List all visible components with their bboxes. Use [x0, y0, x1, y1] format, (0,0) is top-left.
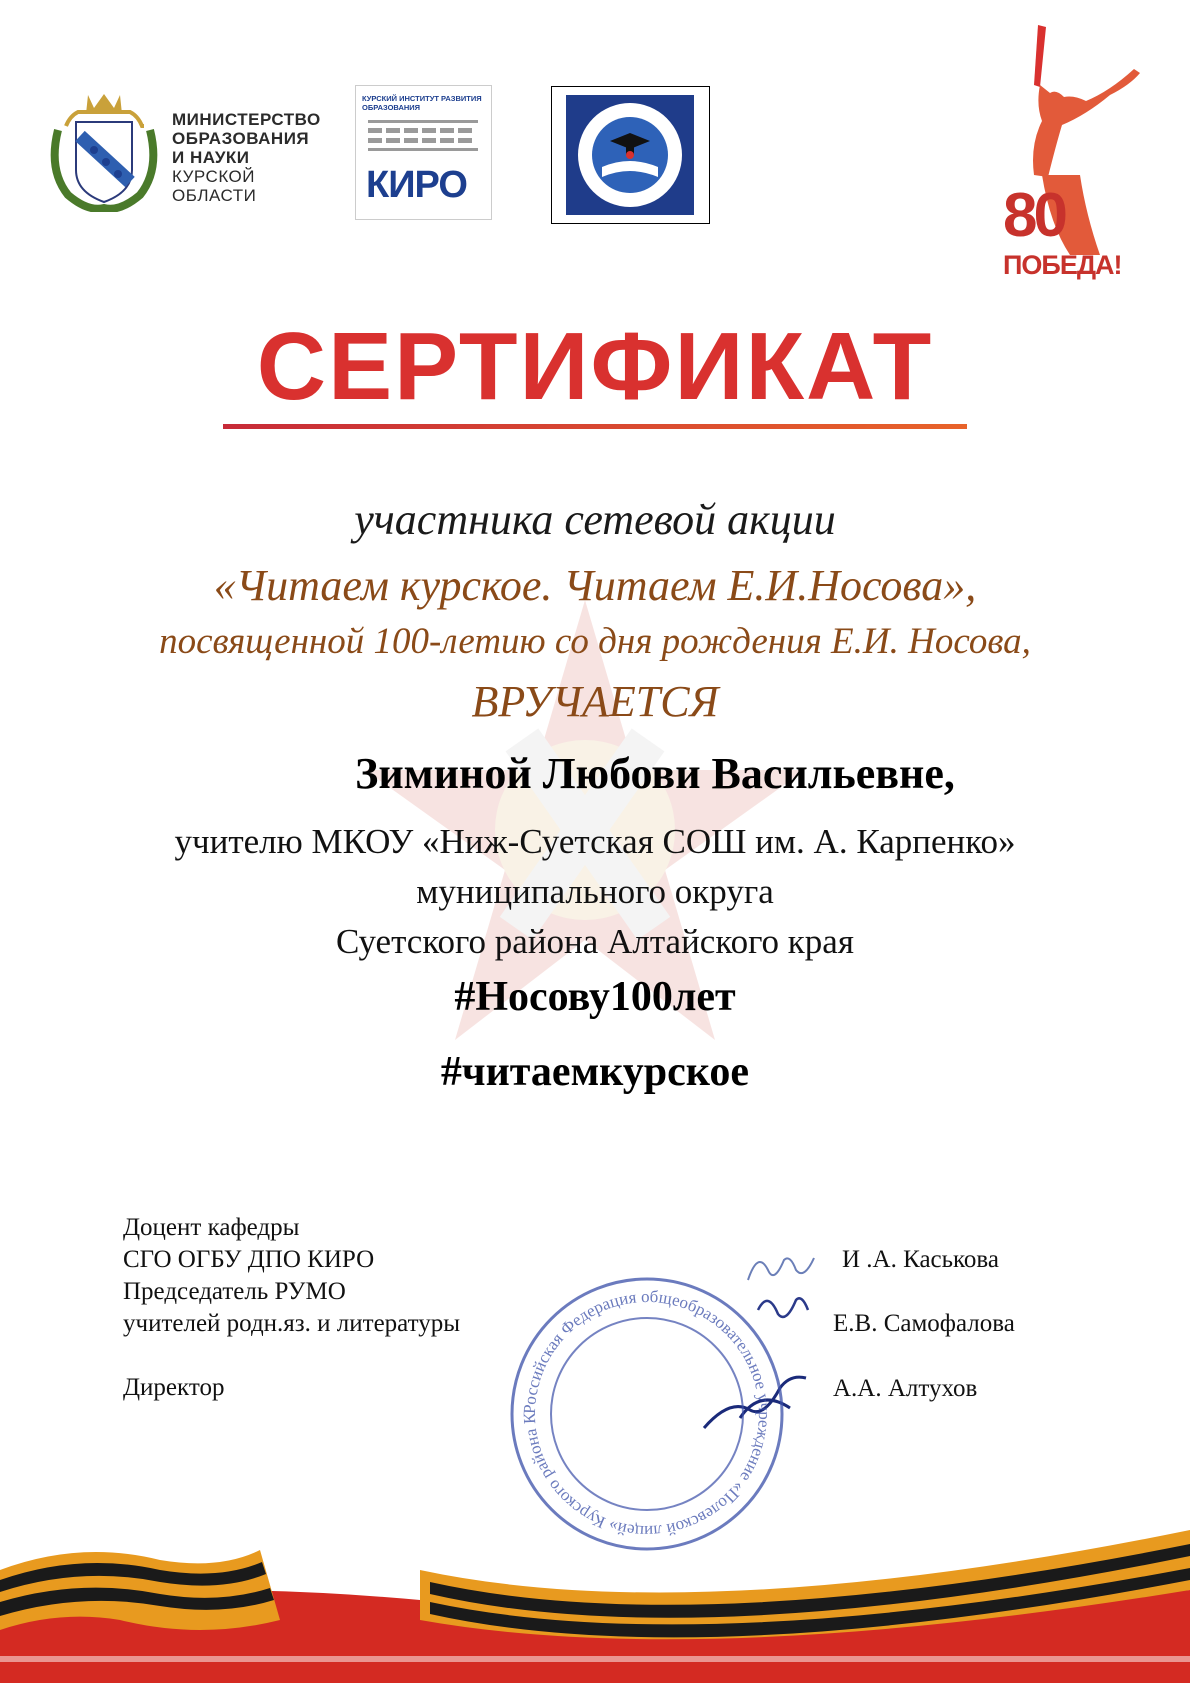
- certificate-title: СЕРТИФИКАТ: [256, 313, 934, 420]
- lyceum-logo: [551, 86, 710, 224]
- signatory-spacer: [123, 1340, 460, 1372]
- subtitle-awarded: ВРУЧАЕТСЯ: [471, 677, 719, 726]
- recipient-position: учителю МКОУ «Ниж-Суетская СОШ им. А. Карпенко»: [174, 822, 1016, 861]
- signatory-title-line: учителей родн.яз. и литературы: [123, 1310, 461, 1337]
- ministry-line: ОБРАЗОВАНИЯ: [172, 129, 310, 148]
- subtitle-participant: участника сетевой акции: [354, 495, 836, 544]
- victory-slogan: ПОБЕДА!: [1003, 250, 1122, 280]
- signatory-name-2: Е.В. Самофалова: [833, 1310, 1015, 1337]
- signatory-name-3: А.А. Алтухов: [833, 1375, 978, 1402]
- signatory-name-1: И .А. Каськова: [842, 1246, 999, 1273]
- title-underline: [223, 424, 967, 429]
- kiro-logo: [355, 85, 492, 220]
- ministry-name: [172, 110, 321, 205]
- ministry-line: КУРСКОЙ: [172, 167, 255, 186]
- signatory-title-line: Председатель РУМО: [123, 1278, 346, 1305]
- kursk-coat-of-arms-logo: [48, 90, 160, 212]
- ministry-line: МИНИСТЕРСТВО: [172, 110, 321, 129]
- st-george-ribbon-decoration: [0, 1470, 1190, 1683]
- kiro-institute-name: КУРСКИЙ ИНСТИТУТ РАЗВИТИЯ ОБРАЗОВАНИЯ: [362, 94, 482, 112]
- subtitle-action-name: «Читаем курское. Читаем Е.И.Носова»,: [213, 561, 977, 610]
- signatory-titles: [123, 1212, 460, 1404]
- recipient-region: Суетского района Алтайского края: [336, 922, 854, 961]
- signatory-title-line: СГО ОГБУ ДПО КИРО: [123, 1246, 375, 1273]
- hashtag-nosov: #Носову100лет: [454, 974, 736, 1020]
- kiro-acronym: КИРО: [366, 164, 467, 206]
- stamp-ring-text: Российская Федерация общеобразовательное учреждение «Полевской лицей» Курского района К: [519, 1286, 775, 1542]
- signatory-title-line: Директор: [123, 1374, 225, 1401]
- hashtag-read-kursk: #читаемкурское: [440, 1049, 750, 1095]
- kiro-building-icon: [368, 120, 478, 160]
- lyceum-emblem-icon: [566, 95, 694, 215]
- ministry-line: И НАУКИ: [172, 148, 250, 167]
- ministry-line: ОБЛАСТИ: [172, 186, 257, 205]
- subtitle-dedication: посвященной 100-летию со дня рождения Е.И. Носова,: [159, 621, 1031, 662]
- recipient-municipality: муниципального округа: [416, 872, 774, 911]
- signatory-title-line: Доцент кафедры: [123, 1214, 300, 1241]
- recipient-name: Зиминой Любови Васильевне,: [355, 749, 955, 798]
- victory-80-number: 80: [1003, 181, 1064, 250]
